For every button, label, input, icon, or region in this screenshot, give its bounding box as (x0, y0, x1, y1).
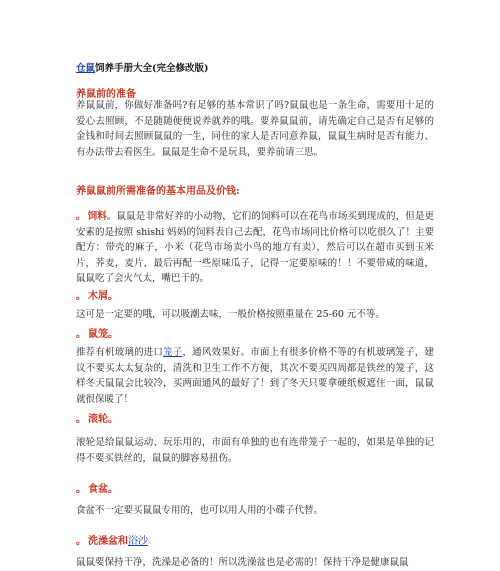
bullet: 。 (76, 536, 86, 547)
item-heading-bath (76, 532, 148, 547)
bullet: 。 (76, 484, 86, 495)
item-label-bath: 洗澡盆和 (88, 536, 128, 547)
cage-link[interactable]: 笼子 (163, 347, 183, 358)
item-text-bath: 鼠鼠要保持干净，洗澡是必备的！所以洗澡盆也是必需的！保持干净是健康鼠鼠 (76, 557, 409, 568)
item-text-wheel: 滚轮是给鼠鼠运动、玩乐用的，市面有单独的也有连带笼子一起的，如果是单独的记得不要买铁丝的，鼠鼠的脚容易扭伤。 (76, 437, 434, 464)
item-label-wheel: 滚轮 (88, 414, 108, 425)
bath-sand-link[interactable]: 浴沙 (128, 536, 148, 547)
item-label-bowl: 食盆 (88, 484, 108, 495)
item-text-bedding: 这可是一定要的哦，可以吸潮去味，一般价格按照重量在 25-60 元不等。 (76, 309, 385, 320)
title-text: 饲养手册大全(完全修改版) (95, 63, 209, 74)
item-heading-bowl: 。 食盆。 (76, 484, 118, 495)
item-label-feed: 饲料 (87, 211, 107, 222)
item-text-bowl: 食盆不一定要买鼠鼠专用的，也可以用人用的小碟子代替。 (76, 505, 324, 516)
item-label-cage: 鼠笼 (88, 329, 108, 340)
section-text-preparation: 养鼠鼠前，你做好准备吗?有足够的基本常识了吗?鼠鼠也是一条生命，需要用十足的爱心去照顾，不是随随便便说养就养的哦。要养鼠鼠前，请先确定自己是否有足够的金钱和时间去照顾鼠鼠的一生，同住的家人是否同意养鼠，鼠鼠生病时是否有能力、有办法带去看医生。鼠鼠是生命不是玩具，要养前请三思。 (76, 100, 434, 158)
item-pre-cage: 推荐有机玻璃的进口 (76, 347, 164, 358)
section-heading-supplies: 养鼠鼠前所需准备的基本用品及价钱: (76, 186, 240, 197)
bullet: 。 (76, 329, 86, 340)
item-label-bedding: 木屑 (88, 291, 108, 302)
item-rest-cage: ，通风效果好。市面上有很多价格不等的有机玻璃笼子，建议不要买太太复杂的，清洗和卫生工作不方便，其次不要买四周都是铁丝的笼子，这样冬天鼠鼠会比较冷，买两面通风的最好了！到了冬天只要拿硬纸板遮住一面，鼠鼠就很保暖了！ (76, 347, 434, 405)
item-text-feed: 。鼠鼠是非常好养的小动物，它们的饲料可以在花鸟市场买到现成的，但是更安素的是按照 shishi 妈妈的饲料表自己去配，花鸟市场同比价格可以吃很久了！主要配方：带壳的麻子，小米（花鸟市场卖小鸟的地方有卖），然后可以在超市买到玉米片，荞麦，麦片，最后再配一些原味瓜子，记得一定要原味的！！不要带咸的味道，鼠鼠吃了会火气太，嘴巴干的。 (76, 211, 434, 284)
title-link[interactable]: 仓鼠 (76, 63, 96, 74)
item-heading-wheel: 。 滚轮。 (76, 414, 118, 425)
item-text-cage (76, 345, 434, 407)
bullet: 。 (76, 414, 86, 425)
document-title (76, 60, 209, 74)
item-feed (76, 209, 434, 287)
section-heading-preparation: 养鼠前的准备 (76, 89, 136, 100)
item-heading-bedding: 。 木屑。 (76, 291, 118, 302)
item-heading-cage: 。 鼠笼。 (76, 329, 118, 340)
bullet: 。 (76, 291, 86, 302)
bullet: 。 (76, 211, 86, 222)
